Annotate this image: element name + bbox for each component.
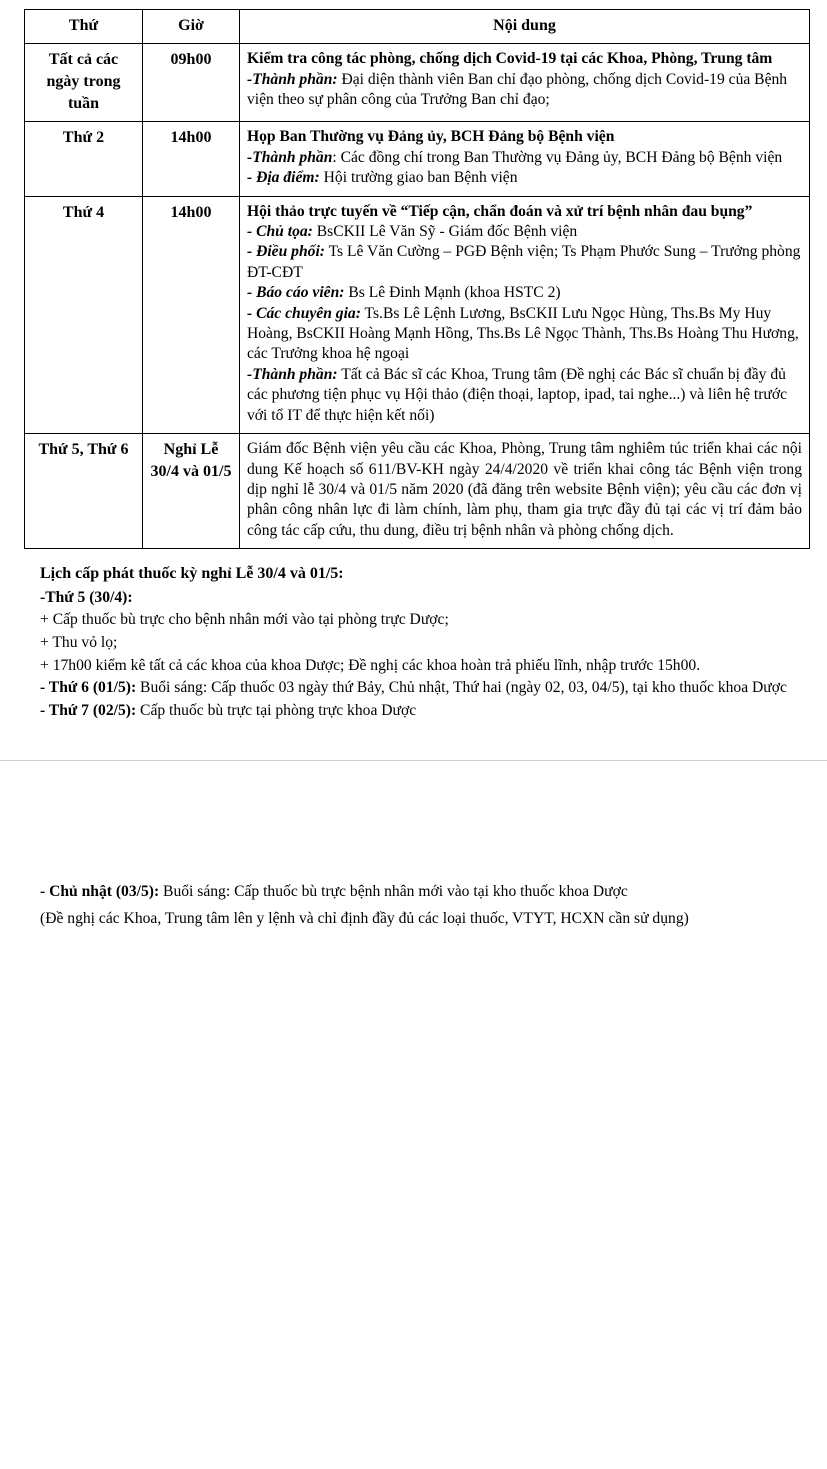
content-line: [247, 222, 802, 242]
content-label: -Thành phần:: [247, 70, 338, 88]
tail-list: [40, 882, 779, 929]
cell-day: Thứ 4: [25, 196, 143, 434]
notes-title: Lịch cấp phát thuốc kỳ nghỉ Lễ 30/4 và 01/5:: [40, 565, 344, 583]
content-text: Bs Lê Đinh Mạnh (khoa HSTC 2): [344, 284, 561, 302]
cell-time: 14h00: [143, 196, 240, 434]
cell-content: [240, 122, 810, 196]
note-line: [40, 882, 779, 903]
cell-day: Thứ 2: [25, 122, 143, 196]
column-header-thu: Thứ: [25, 10, 143, 44]
note-lead: - Thứ 7 (02/5):: [40, 702, 137, 720]
note-lead: - Chủ nhật (03/5):: [40, 882, 160, 900]
content-line: [247, 202, 802, 222]
note-line: [40, 678, 803, 699]
content-text: Ts Lê Văn Cường – PGĐ Bệnh viện; Ts Phạm Phước Sung – Trưởng phòng ĐT-CĐT: [247, 243, 801, 281]
note-line: [40, 610, 803, 631]
content-text: : Các đồng chí trong Ban Thường vụ Đảng ủy, BCH Đảng bộ Bệnh viện: [332, 148, 783, 166]
note-text: Buổi sáng: Cấp thuốc 03 ngày thứ Bảy, Chủ nhật, Thứ hai (ngày 02, 03, 04/5), tại kho thuốc khoa Dược: [136, 679, 787, 697]
content-label: - Địa điểm:: [247, 169, 320, 187]
note-lead: - Thứ 6 (01/5):: [40, 679, 137, 697]
note-line: [40, 909, 779, 930]
note-text: + Thu vỏ lọ;: [40, 634, 118, 651]
content-text: Hội trường giao ban Bệnh viện: [319, 169, 518, 187]
table-row: [25, 434, 810, 549]
content-line: [247, 127, 802, 147]
content-line: [247, 283, 802, 303]
medicine-dispensing-notes: [0, 549, 827, 722]
content-line: [247, 148, 802, 168]
weekly-schedule-table: [24, 9, 810, 549]
cell-day: Thứ 5, Thứ 6: [25, 434, 143, 549]
content-label: -Thành phần: [247, 148, 333, 166]
content-line: [247, 304, 802, 365]
content-text: Giám đốc Bệnh viện yêu cầu các Khoa, Phòng, Trung tâm nghiêm túc triển khai các nội dung Kế hoạch số 611/BV-KH ngày 24/4/2020 về triển khai công tác Bệnh viện trong dịp nghỉ lễ 30/4 và 01/5 năm 2020 (đã đăng trên website Bệnh viện); yêu cầu các đơn vị phân công nhân lực đi làm chính, làm phụ, tham gia trực đầy đủ tại các vị trí đảm bảo công tác cấp cứu, thu dung, điều trị bệnh nhân và phòng chống dịch.: [247, 440, 802, 539]
note-text: Buổi sáng: Cấp thuốc bù trực bệnh nhân mới vào tại kho thuốc khoa Dược: [159, 882, 628, 900]
note-text: (Đề nghị các Khoa, Trung tâm lên y lệnh và chỉ định đầy đủ các loại thuốc, VTYT, HCXN cần sử dụng): [40, 909, 689, 927]
schedule-table-wrapper: [0, 0, 827, 549]
content-text: Đại diện thành viên Ban chỉ đạo phòng, chống dịch Covid-19 của Bệnh viện theo sự phân công của Trưởng Ban chỉ đạo;: [247, 70, 788, 109]
note-line: [40, 701, 803, 722]
cell-time: Nghỉ Lễ 30/4 và 01/5: [143, 434, 240, 549]
cell-time: 14h00: [143, 122, 240, 196]
content-label: -Thành phần:: [247, 365, 338, 383]
note-line: [40, 656, 803, 677]
cell-content: [240, 196, 810, 434]
table-row: [25, 196, 810, 434]
content-heading: Họp Ban Thường vụ Đảng ủy, BCH Đảng bộ Bệnh viện: [247, 128, 615, 146]
content-heading: Kiểm tra công tác phòng, chống dịch Covid-19 tại các Khoa, Phòng, Trung tâm: [247, 50, 773, 68]
table-row: [25, 122, 810, 196]
cell-day: Tất cả các ngày trong tuần: [25, 44, 143, 122]
table-row: [25, 44, 810, 122]
content-label: - Điều phối:: [247, 243, 325, 261]
column-header-noidung: Nội dung: [240, 10, 810, 44]
content-text: Tất cả Bác sĩ các Khoa, Trung tâm (Đề nghị các Bác sĩ chuẩn bị đầy đủ các phương tiện phục vụ Hội thảo (điện thoại, laptop, ipad, tai nghe...) và liên hệ trước với tổ IT để thực hiện kết nối): [247, 365, 788, 424]
note-text: + 17h00 kiểm kê tất cả các khoa của khoa Dược; Đề nghị các khoa hoàn trả phiếu lĩnh, nhập trước 15h00.: [40, 656, 701, 674]
content-line: [247, 365, 802, 426]
content-line: [247, 439, 802, 541]
note-text: + Cấp thuốc bù trực cho bệnh nhân mới vào tại phòng trực Dược;: [40, 611, 449, 629]
content-text: Ts.Bs Lê Lệnh Lương, BsCKII Lưu Ngọc Hùng, Ths.Bs My Huy Hoàng, BsCKII Hoàng Mạnh Hồng, Ths.Bs Lê Ngọc Thành, Ths.Bs Hoàng Thu Hương, các Trưởng khoa hệ ngoại: [247, 304, 799, 363]
content-text: BsCKII Lê Văn Sỹ - Giám đốc Bệnh viện: [312, 222, 578, 240]
cell-content: [240, 434, 810, 549]
note-lead: -Thứ 5 (30/4):: [40, 588, 133, 606]
continuation-notes: [0, 762, 827, 929]
note-text: Cấp thuốc bù trực tại phòng trực khoa Dược: [136, 702, 417, 720]
table-header-row: [25, 10, 810, 44]
column-header-gio: Giờ: [143, 10, 240, 44]
content-line: [247, 168, 802, 188]
content-label: - Báo cáo viên:: [247, 284, 345, 302]
content-line: [247, 49, 802, 69]
note-line: [40, 588, 803, 609]
content-label: - Chủ tọa:: [247, 222, 313, 240]
cell-time: 09h00: [143, 44, 240, 122]
content-label: - Các chuyên gia:: [247, 304, 361, 322]
table-body: [25, 44, 810, 549]
notes-list: [40, 588, 803, 722]
content-line: [247, 70, 802, 111]
cell-content: [240, 44, 810, 122]
content-line: [247, 242, 802, 283]
content-heading: Hội thảo trực tuyến về “Tiếp cận, chẩn đoán và xử trí bệnh nhân đau bụng”: [247, 202, 753, 220]
note-line: [40, 633, 803, 654]
